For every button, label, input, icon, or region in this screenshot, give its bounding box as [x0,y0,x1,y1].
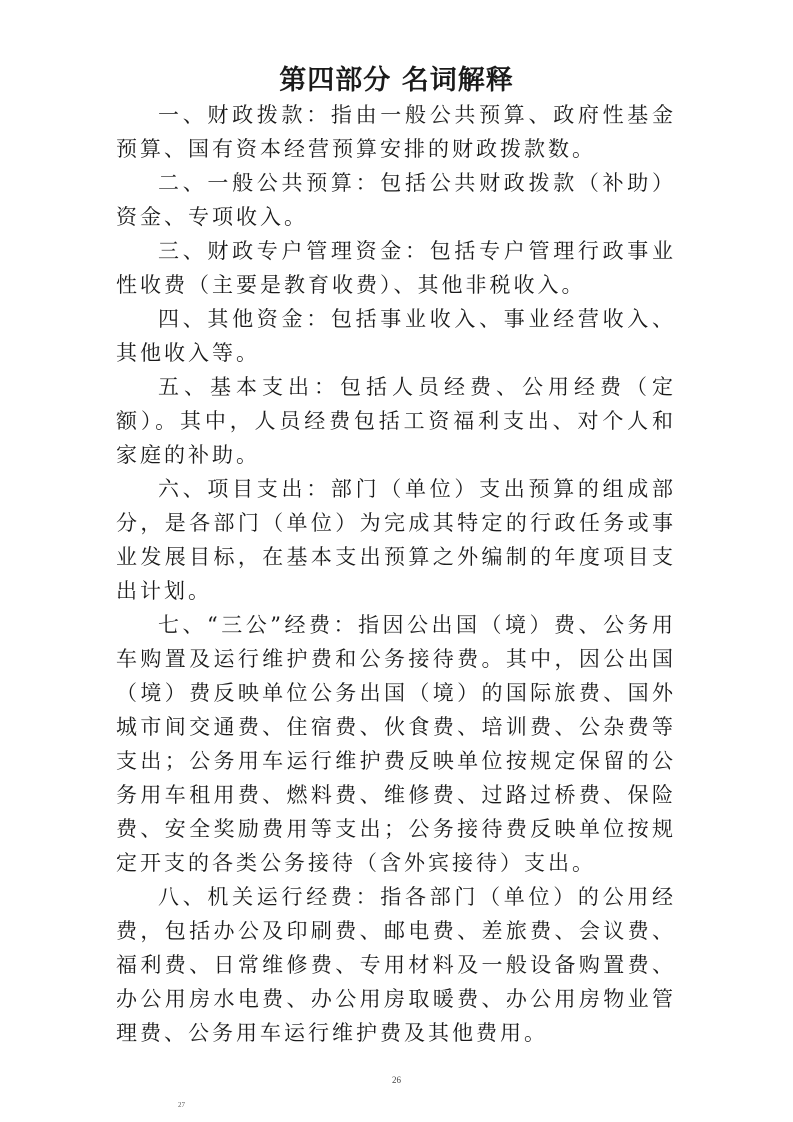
page-title: 第四部分 名词解释 [279,65,514,96]
definition-paragraph-2: 二、一般公共预算：包括公共财政拨款（补助）资金、专项收入。 [116,171,676,229]
definition-paragraph-1: 一、财政拨款：指由一般公共预算、政府性基金预算、国有资本经营预算安排的财政拨款数。 [116,103,676,161]
page-number: 26 [392,1075,401,1085]
definitions-body [116,98,676,1050]
footer-mark: 27 [178,1101,185,1109]
definition-paragraph-5: 五、基本支出：包括人员经费、公用经费（定额）。其中，人员经费包括工资福利支出、对个人和家庭的补助。 [116,375,676,467]
definition-paragraph-7: 七、“三公”经费：指因公出国（境）费、公务用车购置及运行维护费和公务接待费。其中，因公出国（境）费反映单位公务出国（境）的国际旅费、国外城市间交通费、住宿费、伙食费、培训费、公杂费等支出；公务用车运行维护费反映单位按规定保留的公务用车租用费、燃料费、维修费、过路过桥费、保险费、安全奖励费用等支出；公务接待费反映单位按规定开支的各类公务接待（含外宾接待）支出。 [116,613,676,875]
definition-paragraph-8: 八、机关运行经费：指各部门（单位）的公用经费，包括办公及印刷费、邮电费、差旅费、会议费、福利费、日常维修费、专用材料及一般设备购置费、办公用房水电费、办公用房取暖费、办公用房物业管理费、公务用车运行维护费及其他费用。 [116,885,676,1045]
definition-paragraph-4: 四、其他资金：包括事业收入、事业经营收入、其他收入等。 [116,307,676,365]
definition-paragraph-6: 六、项目支出：部门（单位）支出预算的组成部分，是各部门（单位）为完成其特定的行政任务或事业发展目标，在基本支出预算之外编制的年度项目支出计划。 [116,477,676,603]
definition-paragraph-3: 三、财政专户管理资金：包括专户管理行政事业性收费（主要是教育收费）、其他非税收入。 [116,239,676,297]
